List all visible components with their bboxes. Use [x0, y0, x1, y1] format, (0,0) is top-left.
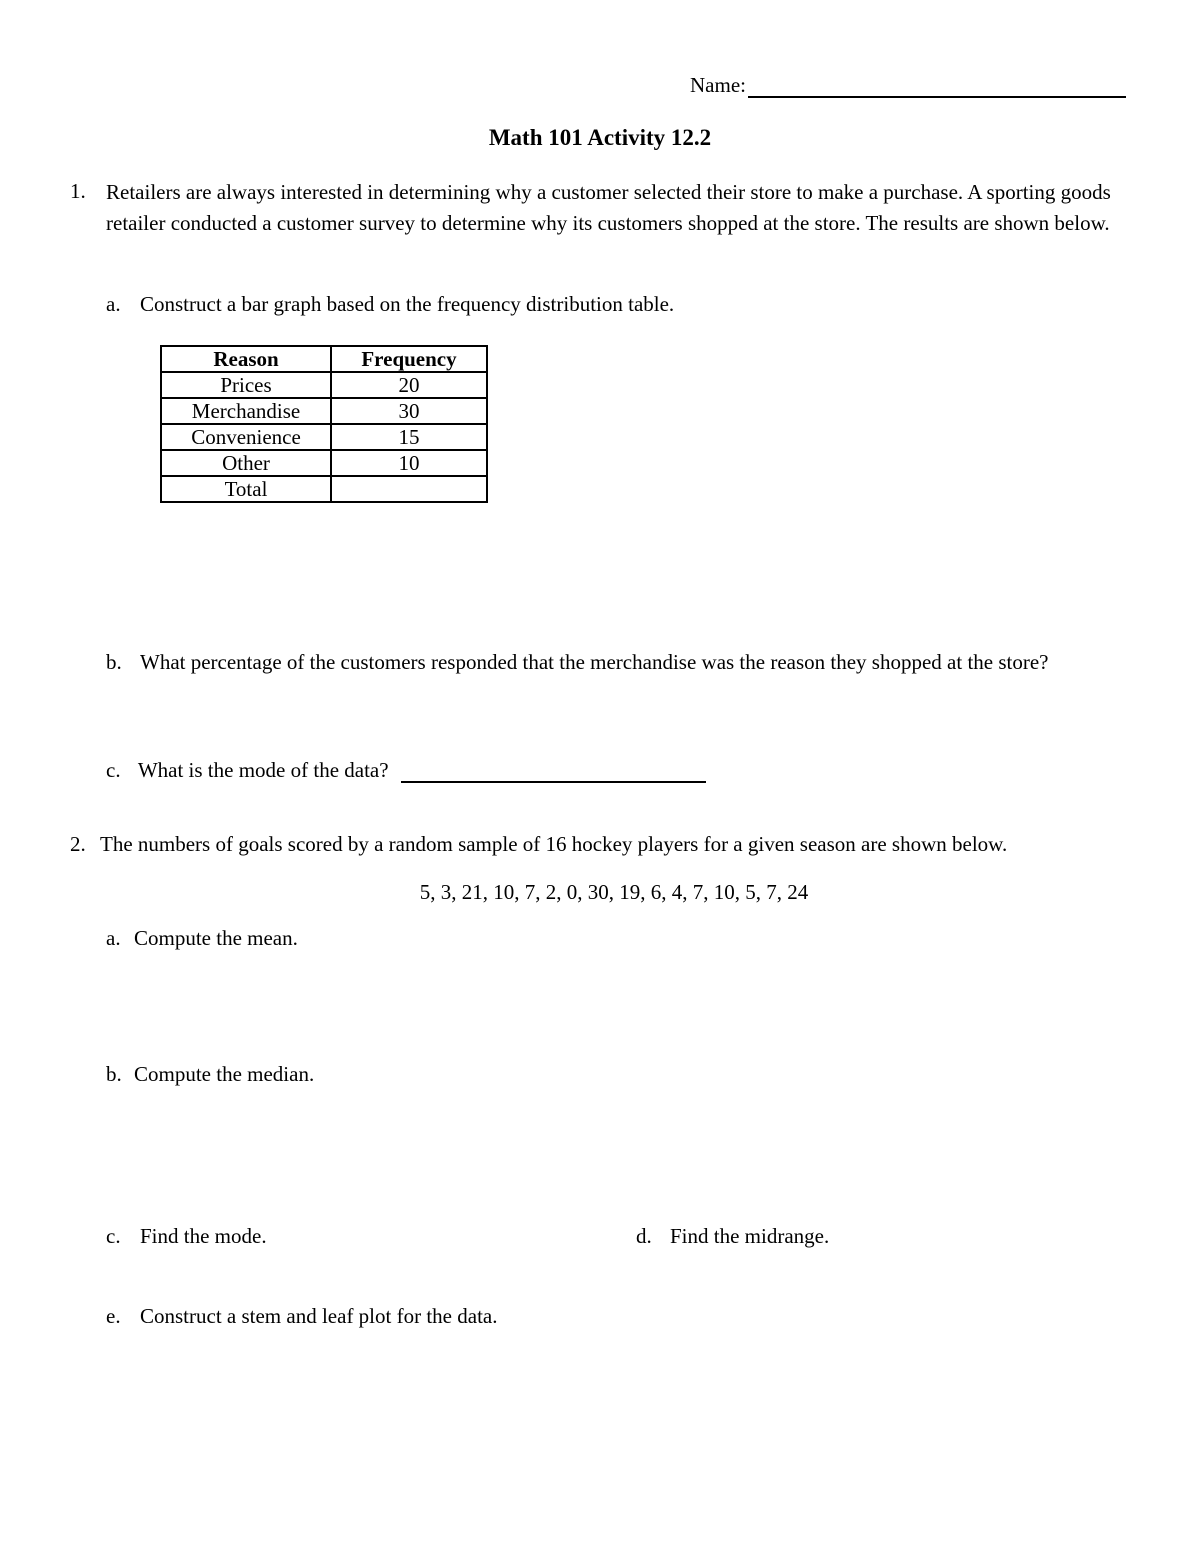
- q2a-text: Compute the mean.: [134, 926, 298, 950]
- q2d-text: Find the midrange.: [670, 1224, 830, 1248]
- name-label: Name:: [690, 73, 746, 97]
- table-row: [161, 398, 487, 424]
- q2e-letter: e.: [106, 1304, 121, 1328]
- q1a-letter: a.: [106, 292, 121, 316]
- table-cell-reason: Total: [161, 476, 331, 502]
- q1b-text: What percentage of the customers responded that the merchandise was the reason they shopped at the store?: [140, 650, 1049, 674]
- table-cell-frequency: 30: [331, 398, 487, 424]
- mode-answer-blank[interactable]: [401, 761, 706, 783]
- name-field-row: [690, 73, 1126, 98]
- q1-number: 1.: [70, 179, 86, 203]
- q2b-text: Compute the median.: [134, 1062, 315, 1086]
- table-header-reason: Reason: [161, 346, 331, 372]
- q2c-letter: c.: [106, 1224, 121, 1248]
- q2c-text: Find the mode.: [140, 1224, 267, 1248]
- table-row: [161, 424, 487, 450]
- q2-data-list: 5, 3, 21, 10, 7, 2, 0, 30, 19, 6, 4, 7, 10, 5, 7, 24: [419, 880, 809, 904]
- q1a-text: Construct a bar graph based on the frequency distribution table.: [140, 292, 675, 316]
- q2e-text: Construct a stem and leaf plot for the data.: [140, 1304, 498, 1328]
- q1c-text: What is the mode of the data?: [137, 758, 389, 782]
- q2-text: The numbers of goals scored by a random sample of 16 hockey players for a given season are shown below.: [100, 832, 1008, 856]
- name-blank-line[interactable]: [748, 74, 1126, 98]
- table-row: [161, 450, 487, 476]
- table-header-row: [161, 346, 487, 372]
- table-header-frequency: Frequency: [331, 346, 487, 372]
- table-row-total: [161, 476, 487, 502]
- table-cell-reason: Prices: [161, 372, 331, 398]
- q1c-row: [106, 758, 706, 783]
- frequency-table: [160, 345, 488, 503]
- table-cell-frequency: 10: [331, 450, 487, 476]
- q2d-letter: d.: [636, 1224, 652, 1248]
- q2b-letter: b.: [106, 1062, 122, 1086]
- table-cell-total-blank[interactable]: [331, 476, 487, 502]
- q1c-letter: c.: [106, 758, 121, 782]
- q1-text: Retailers are always interested in determining why a customer selected their store to make a purchase. A sporting goods retailer conducted a customer survey to determine why its customers shopped at the store. The results are shown below.: [106, 180, 1111, 235]
- table-cell-reason: Other: [161, 450, 331, 476]
- q2a-letter: a.: [106, 926, 121, 950]
- table-cell-frequency: 20: [331, 372, 487, 398]
- page-title: Math 101 Activity 12.2: [488, 125, 712, 150]
- table-row: [161, 372, 487, 398]
- q2-number: 2.: [70, 832, 86, 856]
- table-cell-frequency: 15: [331, 424, 487, 450]
- table-cell-reason: Merchandise: [161, 398, 331, 424]
- table-cell-reason: Convenience: [161, 424, 331, 450]
- q1b-letter: b.: [106, 650, 122, 674]
